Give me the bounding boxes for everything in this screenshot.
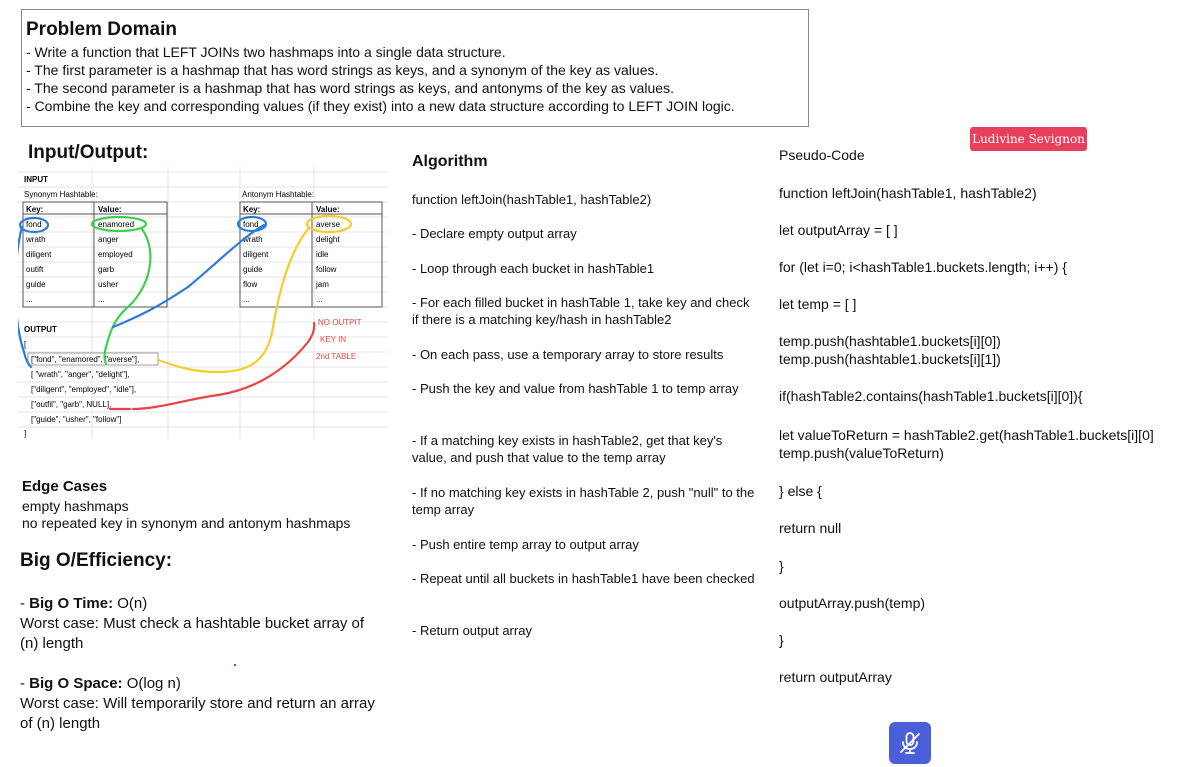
output-row: ["guide", "usher", "follow"]: [31, 415, 122, 424]
synonym-key-cell: ...: [26, 295, 33, 304]
pseudo-code-line: if(hashTable2.contains(hashTable1.buckets[i][0]){: [779, 388, 1083, 404]
pseudo-code-line: temp.push(hashtable1.buckets[i][1]): [779, 351, 1001, 367]
antonym-key-cell: diligent: [243, 250, 269, 259]
antonym-table-title: Antonym Hashtable:: [242, 190, 315, 199]
output-row: [ "wrath", "anger", "delight"],: [31, 370, 130, 379]
microphone-off-icon: [897, 730, 923, 756]
synonym-value-cell: enamored: [98, 220, 135, 229]
algorithm-step: - Repeat until all buckets in hashTable1 have been checked: [412, 571, 755, 586]
algorithm-step: - Push the key and value from hashTable 1 to temp array: [412, 381, 739, 396]
edge-case-item: empty hashmaps: [22, 498, 129, 514]
red-note-line: 2nd TABLE: [316, 352, 357, 361]
pseudo-code-title: Pseudo-Code: [779, 147, 865, 163]
algorithm-step: - If no matching key exists in hashTable 2, push "null" to the temp array: [412, 485, 755, 517]
pseudo-code-line: } else {: [779, 483, 822, 499]
synonym-key-cell: wrath: [26, 235, 46, 244]
antonym-value-header: Value:: [316, 205, 340, 214]
output-close-bracket: ]: [24, 429, 27, 438]
antonym-key-cell: fond: [243, 220, 259, 229]
edge-case-item: no repeated key in synonym and antonym hashmaps: [22, 515, 351, 531]
antonym-key-cell: wrath: [243, 235, 263, 244]
pseudo-code-line: temp.push(valueToReturn): [779, 445, 944, 461]
output-row: ["fond", "enamored", "averse"],: [31, 355, 140, 364]
big-o-time-value: O(n): [117, 595, 148, 612]
algorithm-step: - If a matching key exists in hashTable2, get that key's value, and push that value to the temp array: [412, 433, 723, 465]
pseudo-code-line: }: [779, 558, 784, 574]
big-o-time-description: Worst case: Must check a hashtable bucket array of (n) length: [20, 615, 365, 652]
algorithm-step: - On each pass, use a temporary array to store results: [412, 347, 724, 362]
problem-line: - Write a function that LEFT JOINs two hashmaps into a single data structure.: [26, 44, 506, 60]
big-o-title: Big O/Efficiency:: [20, 550, 173, 571]
input-output-figure: [18, 167, 388, 439]
antonym-value-cell: delight: [316, 235, 340, 244]
problem-line: - The second parameter is a hashmap that has word strings as keys, and antonyms of the key as values.: [26, 80, 674, 96]
synonym-value-cell: usher: [98, 280, 119, 289]
big-o-space-description: Worst case: Will temporarily store and return an array of (n) length: [20, 695, 375, 732]
pseudo-code-line: return outputArray: [779, 669, 892, 685]
synonym-value-header: Value:: [98, 205, 122, 214]
microphone-mute-button[interactable]: [889, 722, 931, 764]
red-note-line: KEY IN: [320, 335, 347, 344]
pseudo-code-line: let temp = [ ]: [779, 296, 857, 312]
pseudo-code-line: for (let i=0; i<hashTable1.buckets.length; i++) {: [779, 259, 1067, 275]
red-note-line: NO OUTPIT: [318, 318, 362, 327]
synonym-value-cell: employed: [98, 250, 133, 259]
algorithm-step: - Push entire temp array to output array: [412, 537, 639, 552]
antonym-key-header: Key:: [243, 205, 261, 214]
antonym-value-cell: jam: [316, 280, 329, 289]
pseudo-code-line: temp.push(hashtable1.buckets[i][0]): [779, 333, 1001, 349]
output-row: ["outfil", "garb", NULL],: [31, 400, 112, 409]
big-o-space-label: - Big O Space: O(log n): [20, 675, 181, 692]
antonym-key-cell: flow: [243, 280, 258, 289]
antonym-key-cell: guide: [243, 265, 263, 274]
problem-line: - The first parameter is a hashmap that has word strings as keys, and a synonym of the key as values.: [26, 62, 659, 78]
problem-domain-title: Problem Domain: [26, 19, 177, 40]
pseudo-code-line: let outputArray = [ ]: [779, 222, 898, 238]
synonym-value-cell: ...: [98, 295, 105, 304]
big-o-space-key: Big O Space:: [29, 675, 123, 692]
problem-line: - Combine the key and corresponding values (if they exist) into a new data structure according to LEFT JOIN logic.: [26, 98, 735, 114]
pseudo-code-line: let valueToReturn = hashTable2.get(hashTable1.buckets[i][0]: [779, 427, 1154, 443]
pseudo-code-line: function leftJoin(hashTable1, hashTable2): [779, 185, 1037, 201]
synonym-table-title: Synonym Hashtable:: [24, 190, 98, 199]
author-name-badge: Ludivine Sevignon: [970, 127, 1087, 151]
input-label: INPUT: [24, 175, 48, 184]
antonym-value-cell: averse: [316, 220, 341, 229]
algorithm-step: function leftJoin(hashTable1, hashTable2): [412, 192, 652, 207]
output-label: OUTPUT: [24, 325, 57, 334]
algorithm-step: - Loop through each bucket in hashTable1: [412, 261, 655, 276]
algorithm-step: - Declare empty output array: [412, 226, 577, 241]
algorithm-title: Algorithm: [412, 153, 488, 170]
input-output-title: Input/Output:: [28, 142, 149, 163]
synonym-key-cell: outift: [26, 265, 44, 274]
edge-cases-title: Edge Cases: [22, 478, 108, 495]
stray-red-dot: [234, 664, 236, 666]
pseudo-code-line: return null: [779, 520, 842, 536]
algorithm-step: - Return output array: [412, 623, 532, 638]
big-o-time-key: Big O Time:: [29, 595, 114, 612]
synonym-key-cell: diligent: [26, 250, 52, 259]
big-o-space-value: O(log n): [126, 675, 181, 692]
antonym-key-cell: ...: [243, 295, 250, 304]
antonym-value-cell: follow: [316, 265, 337, 274]
antonym-value-cell: idle: [316, 250, 329, 259]
algorithm-step: - For each filled bucket in hashTable 1, take key and check if there is a matching key/hash in hashTable2: [412, 295, 750, 327]
problem-domain-box: [21, 9, 809, 127]
synonym-value-cell: garb: [98, 265, 115, 274]
output-open-bracket: [: [24, 340, 27, 349]
pseudo-code-line: outputArray.push(temp): [779, 595, 926, 611]
synonym-value-cell: anger: [98, 235, 119, 244]
output-row: ["diligent", "employed", "idle"],: [31, 385, 137, 394]
pseudo-code-line: }: [779, 632, 784, 648]
synonym-key-cell: fond: [26, 220, 42, 229]
synonym-key-cell: guide: [26, 280, 46, 289]
synonym-key-header: Key:: [26, 205, 44, 214]
antonym-value-cell: ...: [316, 295, 323, 304]
big-o-time-label: - Big O Time: O(n): [20, 595, 148, 612]
